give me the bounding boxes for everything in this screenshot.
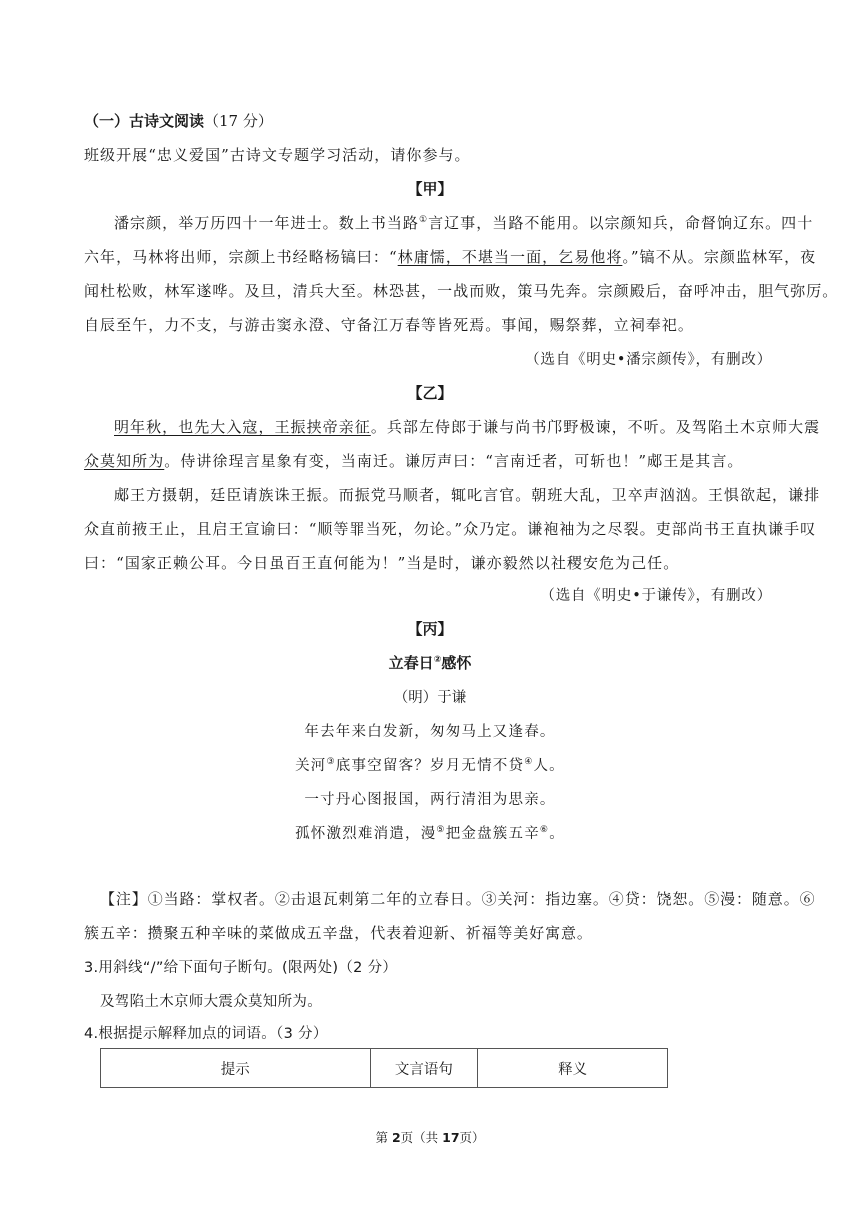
table-header-meaning: 释义 — [478, 1049, 668, 1088]
poem-line-3: 一寸丹心图报国，两行清泪为思亲。 — [304, 792, 556, 808]
passage-jia-heading: 【甲】 — [407, 180, 453, 198]
section-title: （一）古诗文阅读 — [84, 112, 205, 130]
page-total: 17 — [442, 1130, 460, 1145]
question-3: 3.用斜线“/”给下面句子断句。(限两处)（2 分） — [84, 960, 398, 976]
passage-yi-heading: 【乙】 — [407, 384, 453, 402]
underlined-sentence: 众莫知所为 — [84, 452, 165, 470]
notes-line-1: 【注】①当路：掌权者。②击退瓦剌第二年的立春日。③关河：指边塞。④贷：饶恕。⑤漫：随意。⑥ — [100, 890, 816, 908]
passage-bing-heading: 【丙】 — [407, 620, 453, 638]
table-header-hint: 提示 — [101, 1049, 371, 1088]
intro-text: 班级开展“忠义爱国”古诗文专题学习活动，请你参与。 — [84, 146, 471, 164]
table-header-row — [101, 1049, 668, 1088]
page-number: 2 — [391, 1130, 401, 1145]
yi-line-2: 众莫知所为。侍讲徐珵言星象有变，当南迁。谦厉声曰：“言南迁者，可斩也！”郕王是其言。 — [84, 452, 744, 470]
yi-line-4: 众直前掖王止，且启王宣谕曰：“顺等罪当死，勿论。”众乃定。谦袍袖为之尽裂。吏部尚书王直执谦手叹 — [84, 520, 817, 538]
jia-source: （选自《明史•潘宗颜传》，有删改） — [525, 352, 772, 368]
answer-table — [100, 1048, 668, 1088]
section-heading — [84, 110, 273, 131]
poem-line-2: 关河③底事空留客？岁月无情不贷④人。 — [295, 757, 565, 774]
yi-line-3: 郕王方摄朝，廷臣请族诛王振。而振党马顺者，辄叱言官。朝班大乱，卫卒声汹汹。王惧欲起，谦排 — [114, 486, 821, 504]
section-score: （17 分） — [204, 112, 273, 130]
question-4: 4.根据提示解释加点的词语。（3 分） — [84, 1026, 328, 1042]
notes-line-2: 簇五辛：攒聚五种辛味的菜做成五辛盘，代表着迎新、祈福等美好寓意。 — [84, 924, 593, 942]
jia-line-3: 闻杜松败，林军遂哗。及旦，清兵大至。林恐甚，一战而败，策马先奔。宗颜殿后，奋呼冲击，胆气弥厉。 — [84, 282, 839, 300]
poem-line-4: 孤怀激烈难消遣，漫⑤把金盘簇五辛⑥。 — [295, 825, 565, 842]
question-3-sentence: 及驾陷土木京师大震众莫知所为。 — [100, 994, 322, 1010]
underlined-sentence: 明年秋，也先大入寇，王振挟帝亲征 — [114, 418, 371, 436]
jia-line-1: 潘宗颜，举万历四十一年进士。数上书当路①言辽事，当路不能用。以宗颜知兵，命督饷辽东。四十 — [114, 214, 814, 232]
jia-line-2: 六年，马林将出师，宗颜上书经略杨镐曰：“林庸懦，不堪当一面，乞易他将。”镐不从。宗颜监林军，夜 — [84, 248, 817, 266]
yi-source: （选自《明史•于谦传》，有删改） — [540, 588, 772, 604]
underlined-sentence: 林庸懦，不堪当一面，乞易他将 — [397, 248, 623, 266]
yi-line-1: 明年秋，也先大入寇，王振挟帝亲征。兵部左侍郎于谦与尚书邝野极谏，不听。及驾陷土木京师大震 — [114, 418, 821, 436]
poem-author: （明）于谦 — [393, 690, 467, 706]
poem-title: 立春日②感怀 — [388, 654, 472, 672]
jia-line-4: 自辰至午，力不支，与游击窦永澄、守备江万春等皆死焉。事闻，赐祭葬，立祠奉祀。 — [84, 316, 694, 334]
table-header-sentence: 文言语句 — [370, 1049, 478, 1088]
yi-line-5: 曰：“国家正赖公耳。今日虽百王直何能为！”当是时，谦亦毅然以社稷安危为己任。 — [84, 554, 680, 572]
page-footer: 第 2页（共 17页） — [375, 1130, 485, 1145]
poem-line-1: 年去年来白发新，匆匆马上又逢春。 — [304, 724, 556, 740]
